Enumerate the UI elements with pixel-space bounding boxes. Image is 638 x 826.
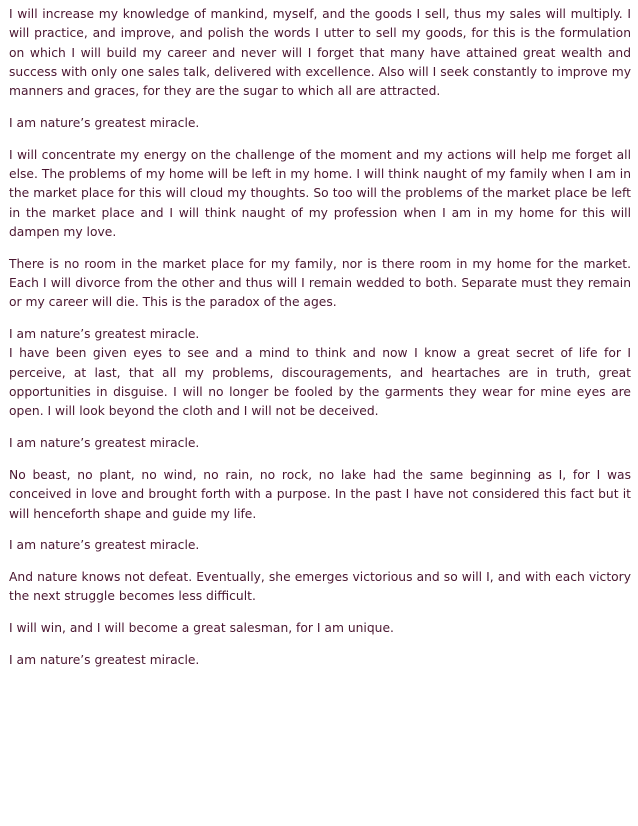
paragraph-no-beast: No beast, no plant, no wind, no rain, no rock, no lake had the same beginning as I, for I was conceived in love and brought forth with a purpose. In the past I have not considered this fact but it will henceforth shape and guide my life. bbox=[9, 467, 631, 521]
paragraph-miracle-refrain: I am nature’s greatest miracle. bbox=[9, 327, 200, 342]
document-page bbox=[9, 5, 631, 683]
paragraph-i-will-win: I will win, and I will become a great salesman, for I am unique. bbox=[9, 621, 394, 636]
paragraph-concentrate: I will concentrate my energy on the challenge of the moment and my actions will help me forget all else. The problems of my home will be left in my home. I will think naught of my family when I am in the market place for this will cloud my thoughts. So too will the problems of the market place be left in the market place and I will think naught of my profession when I am in my home for this will dampen my love. bbox=[9, 147, 631, 239]
paragraph-knowledge: I will increase my knowledge of mankind, myself, and the goods I sell, thus my sales will multiply. I will practice, and improve, and polish the words I utter to sell my goods, for this is the formulation on which I will build my career and never will I forget that many have attained great wealth and success with only one sales talk, delivered with excellence. Also will I seek constantly to improve my manners and graces, for they are the sugar to which all are attracted. bbox=[9, 7, 631, 99]
paragraph-miracle-refrain: I am nature’s greatest miracle. bbox=[9, 115, 200, 130]
paragraph-no-room: There is no room in the market place for my family, nor is there room in my home for the market. Each I will divorce from the other and thus will I remain wedded to both. Separate must they remain or my career will die. This is the paradox of the ages. bbox=[9, 256, 631, 310]
paragraph-nature-defeat: And nature knows not defeat. Eventually, she emerges victorious and so will I, and with each victory the next struggle becomes less difficult. bbox=[9, 570, 631, 604]
paragraph-eyes-to-see: I have been given eyes to see and a mind to think and now I know a great secret of life for I perceive, at last, that all my problems, discouragements, and heartaches are in truth, great opportunities in disguise. I will no longer be fooled by the garments they wear for mine eyes are open. I will look beyond the cloth and I will not be deceived. bbox=[9, 346, 631, 419]
paragraph-miracle-refrain: I am nature’s greatest miracle. bbox=[9, 538, 200, 553]
paragraph-miracle-refrain: I am nature’s greatest miracle. bbox=[9, 436, 200, 451]
paragraph-miracle-refrain: I am nature’s greatest miracle. bbox=[9, 653, 200, 668]
